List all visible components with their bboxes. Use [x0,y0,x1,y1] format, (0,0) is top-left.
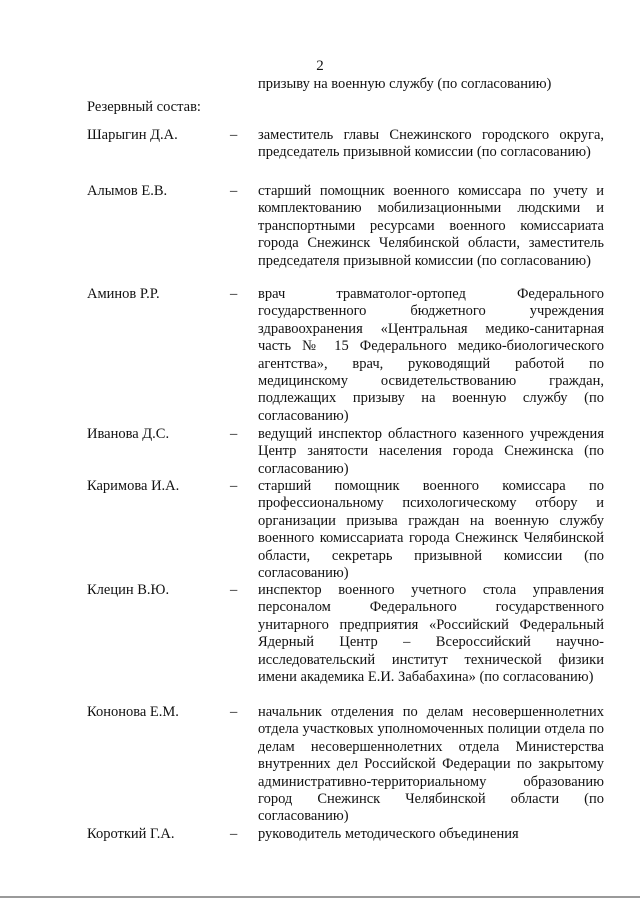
member-name: Короткий Г.А. [87,826,175,842]
member-entry [87,183,604,286]
member-name: Аминов Р.Р. [87,286,160,302]
dash-separator: – [230,478,238,494]
dash-separator: – [230,183,238,199]
dash-separator: – [230,127,238,143]
member-name: Иванова Д.С. [87,426,170,442]
member-entry [87,826,604,846]
member-entry [87,704,604,826]
dash-separator: – [230,582,238,598]
dash-separator: – [230,826,238,842]
member-entry [87,582,604,704]
reserve-heading: Резервный состав: [87,99,201,115]
member-entry [87,286,604,426]
member-entry [87,127,604,183]
member-description: руководитель методического объединения [258,826,519,842]
member-description: старший помощник военного комиссара по учету и комплектованию мобилизационными людскими и транспортными ресурсами военного комиссариата города Снежинск Челябинской области, заместитель председателя призывной комиссии (по согласованию) [258,183,604,269]
member-name: Клецин В.Ю. [87,582,170,598]
member-name: Кононова Е.М. [87,704,179,720]
continued-text: призыву на военную службу (по согласованию) [258,76,552,92]
member-entry [87,478,604,582]
dash-separator: – [230,286,238,302]
page-number: 2 [316,58,324,74]
member-entry [87,426,604,478]
member-list [87,127,604,846]
member-description: старший помощник военного комиссара по профессиональному психологическому отбору и организации призыва граждан на военную службу военного комиссариата города Снежинск Челябинской области, секретарь призывной комиссии (по согласованию) [258,478,604,582]
dash-separator: – [230,426,238,442]
member-description: ведущий инспектор областного казенного учреждения Центр занятости населения города Снежинска (по согласованию) [258,426,604,477]
scan-bottom-rule [0,896,640,898]
member-name: Алымов Е.В. [87,183,168,199]
member-description: заместитель главы Снежинского городского округа, председатель призывной комиссии (по согласованию) [258,127,604,161]
member-description: инспектор военного учетного стола управления персоналом Федерального государственного унитарного предприятия «Российский Федеральный Ядерный Центр – Всероссийский научно-исследовательский институт технической физики имени академика Е.И. Забабахина» (по согласованию) [258,582,604,686]
member-description: начальник отделения по делам несовершеннолетних отдела участковых уполномоченных полиции отдела по делам несовершеннолетних отдела Министерства внутренних дел Российской Федерации по закрытому административно-территориальному образованию город Снежинск Челябинской области (по согласованию) [258,704,604,825]
member-name: Шарыгин Д.А. [87,127,178,143]
member-description: врач травматолог-ортопед Федерального государственного бюджетного учреждения здравоохранения «Центральная медико-санитарная часть № 15 Федерального медико-биологического агентства», врач, руководящий работой по медицинскому освидетельствованию граждан, подлежащих призыву на военную службу (по согласованию) [258,286,604,424]
dash-separator: – [230,704,238,720]
member-name: Каримова И.А. [87,478,180,494]
